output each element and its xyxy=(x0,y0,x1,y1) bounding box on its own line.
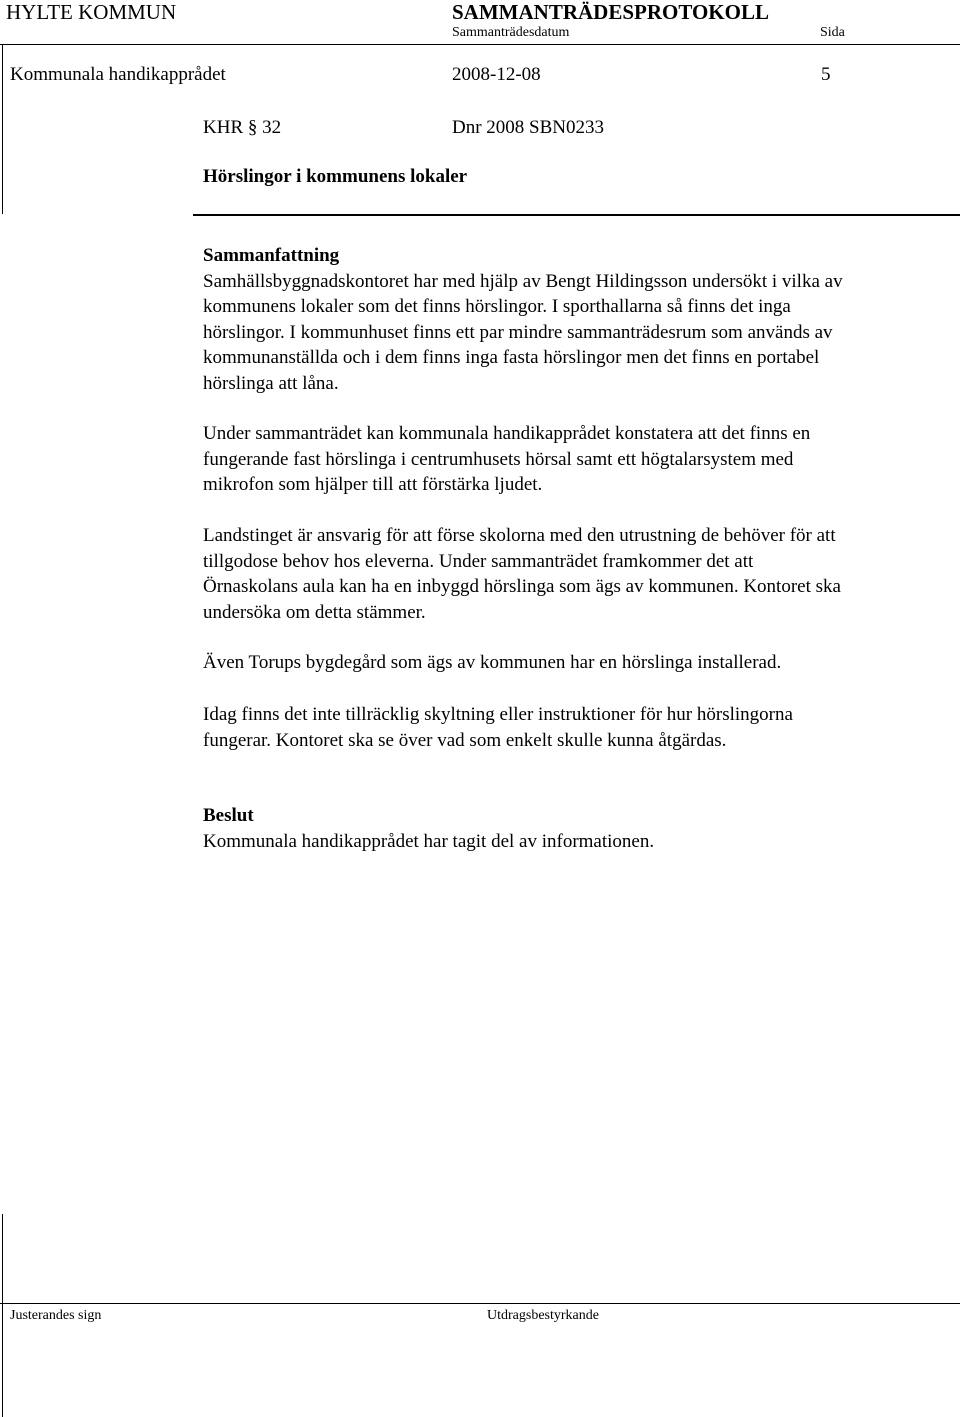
page-number: 5 xyxy=(821,64,831,85)
summary-paragraph-3 xyxy=(203,523,953,625)
footer-divider xyxy=(0,1303,960,1304)
summary-heading: Sammanfattning xyxy=(203,245,340,266)
case-title: Hörslingor i kommunens lokaler xyxy=(203,166,468,187)
summary-p3-line: undersöka om detta stämmer. xyxy=(203,601,426,623)
decision-text: Kommunala handikapprådet har tagit del av informationen. xyxy=(203,830,655,852)
left-margin-line xyxy=(2,44,3,214)
summary-paragraph-4 xyxy=(203,650,953,676)
summary-p2-line: Under sammanträdet kan kommunala handikapprådet konstatera att det finns en xyxy=(203,423,811,444)
summary-p1-line: kommunens lokaler som det finns hörslingor. I sporthallarna så finns det inga xyxy=(203,296,791,318)
summary-p3-line: Landstinget är ansvarig för att förse skolorna med den utrustning de behöver för att xyxy=(203,525,836,546)
date-label: Sammanträdesdatum xyxy=(452,25,570,40)
summary-section xyxy=(203,243,953,397)
summary-p1-line: kommunanställda och i dem finns inga fasta hörslingor men det finns en portabel xyxy=(203,347,820,369)
page-label: Sida xyxy=(820,25,845,40)
summary-paragraph-5 xyxy=(203,702,953,753)
meeting-date: 2008-12-08 xyxy=(452,64,541,85)
summary-p3-line: Örnaskolans aula kan ha en inbyggd hörslinga som ägs av kommunen. Kontoret ska xyxy=(203,576,841,598)
summary-p1-line: Samhällsbyggnadskontoret har med hjälp av Bengt Hildingsson undersökt i vilka av xyxy=(203,270,843,292)
decision-heading: Beslut xyxy=(203,805,254,826)
sign-label: Justerandes sign xyxy=(10,1308,102,1323)
summary-paragraph-2 xyxy=(203,421,953,498)
footer-left-line xyxy=(2,1214,3,1417)
summary-p2-line: fungerande fast hörslinga i centrumhusets hörsal samt ett högtalarsystem med xyxy=(203,448,794,470)
summary-p4-line: Även Torups bygdegård som ägs av kommunen har en hörslinga installerad. xyxy=(203,652,782,673)
body-name: Kommunala handikapprådet xyxy=(10,64,226,85)
summary-p1-line: hörslinga att låna. xyxy=(203,372,339,394)
summary-p2-line: mikrofon som hjälper till att förstärka ljudet. xyxy=(203,474,543,496)
decision-section xyxy=(203,803,953,854)
summary-p5-line: fungerar. Kontoret ska se över vad som enkelt skulle kunna åtgärdas. xyxy=(203,729,727,751)
diary-number: Dnr 2008 SBN0233 xyxy=(452,117,605,138)
title-divider xyxy=(193,214,960,216)
summary-p3-line: tillgodose behov hos eleverna. Under sammanträdet framkommer det att xyxy=(203,550,754,572)
summary-p1-line: hörslingor. I kommunhuset finns ett par mindre sammanträdesrum som används av xyxy=(203,321,833,343)
paragraph-number: KHR § 32 xyxy=(203,117,282,138)
header-divider xyxy=(0,44,960,45)
municipality-name: HYLTE KOMMUN xyxy=(6,0,177,24)
summary-p5-line: Idag finns det inte tillräcklig skyltning eller instruktioner för hur hörslingorna xyxy=(203,704,793,725)
extract-label: Utdragsbestyrkande xyxy=(487,1308,599,1323)
document-type: SAMMANTRÄDESPROTOKOLL xyxy=(452,0,769,24)
